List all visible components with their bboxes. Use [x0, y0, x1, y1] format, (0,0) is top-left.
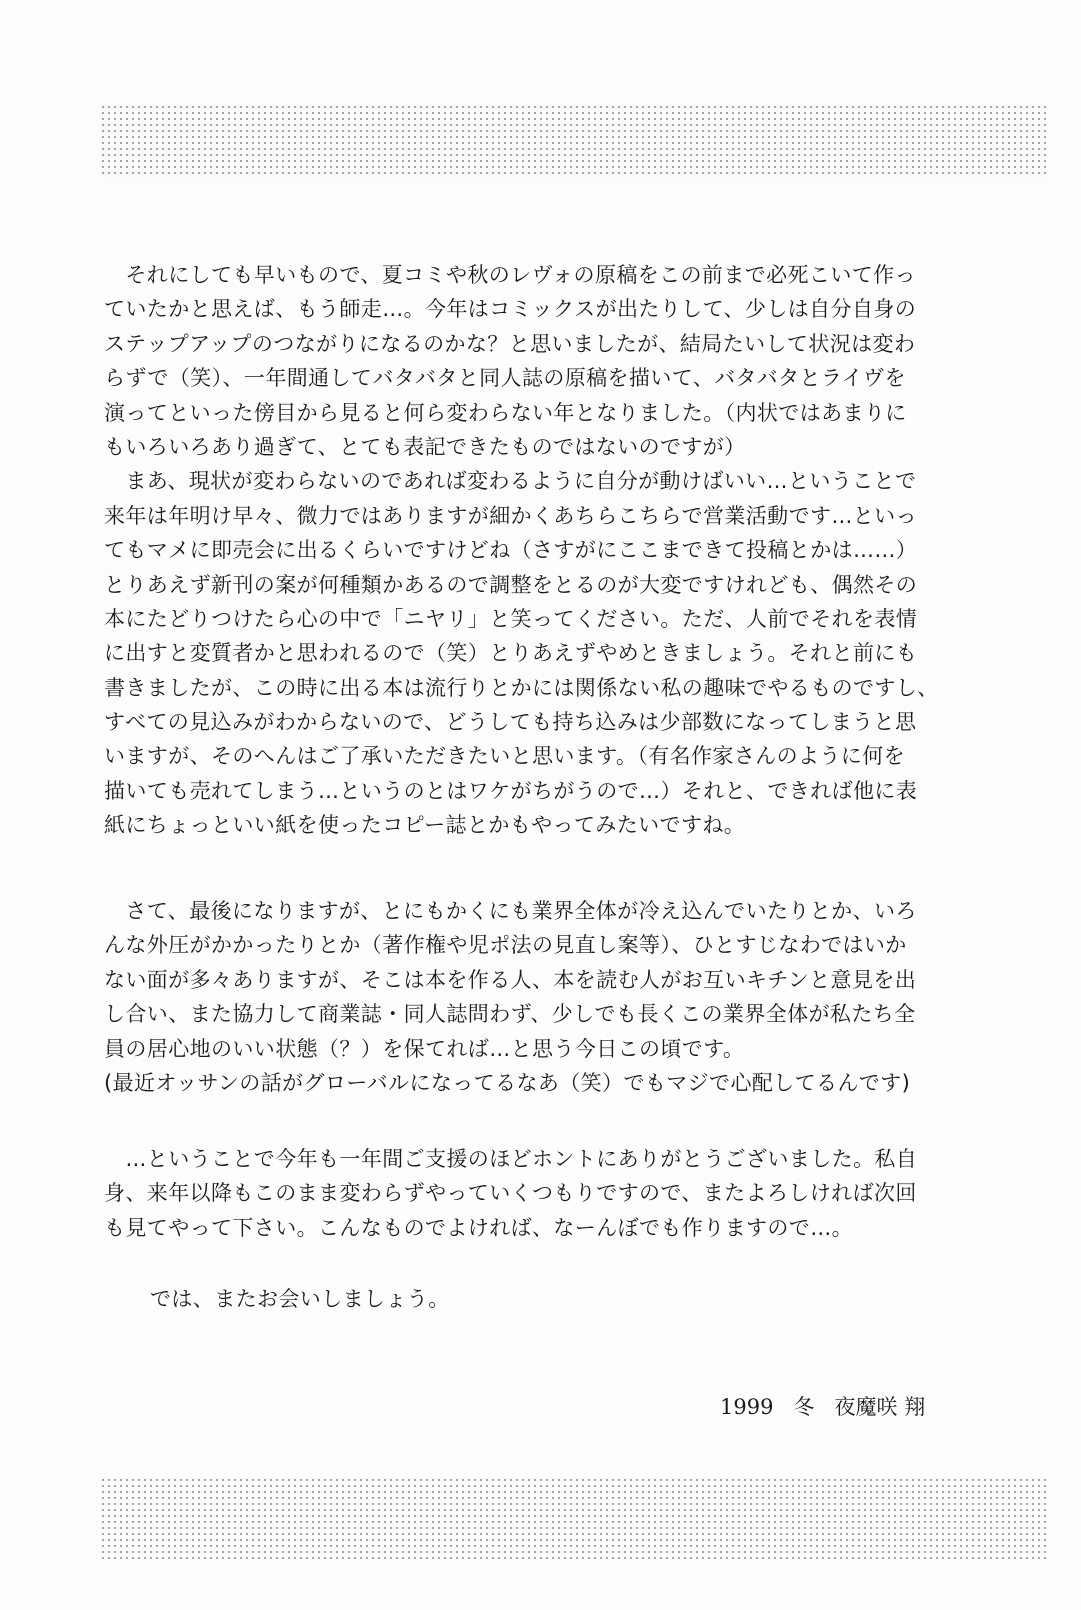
dotted-footer-band: [100, 1477, 1050, 1559]
paragraph-industry: [104, 894, 1004, 1100]
text-line: さて、最後になりますが、とにもかくにも業界全体が冷え込んでいたりとか、いろ: [104, 899, 917, 923]
text-line: 紙にちょっといい紙を使ったコピー誌とかもやってみたいですね。: [104, 813, 746, 838]
text-line: …ということで今年も一年間ご支援のほどホントにありがとうございました。私自: [104, 1147, 918, 1171]
signature-author: 夜魔咲 翔: [834, 1395, 926, 1419]
paragraph-thanks: [104, 1142, 1004, 1245]
text-line: 描いても売れてしまう…というのとはワケがちがうので…）それと、できれば他に表: [104, 778, 918, 803]
text-line: に出すと変質者かと思われるので（笑）とりあえずやめときましょう。それと前にも: [104, 641, 918, 666]
text-line: 本にたどりつけたら心の中で「ニヤリ」と笑ってください。ただ、人前でそれを表情: [104, 606, 918, 631]
text-line: ステップアップのつながりになるのかな？と思いましたが、結局たいして状況は変わ: [104, 331, 916, 356]
paragraph-intro: [104, 258, 1004, 843]
text-line: 来年は年明け早々、微力ではありますが細かくあちらこちらで営業活動です…といっ: [104, 503, 917, 528]
text-line: んな外圧がかかったりとか（著作権や児ポ法の見直し案等）、ひとすじなわではいか: [104, 933, 907, 958]
text-line: とりあえず新刊の案が何種類かあるので調整をとるのが大変ですけれども、偶然その: [104, 572, 918, 597]
text-line: らずで（笑）、一年間通してバタバタと同人誌の原稿を描いて、バタバタとライヴを: [104, 366, 906, 391]
text-line: ていたかと思えば、もう師走…。今年はコミックスが出たりして、少しは自分自身の: [104, 297, 917, 322]
text-line: てもマメに即売会に出るくらいですけどね（さすがにここまできて投稿とかは……）: [104, 538, 918, 563]
text-line: 書きましたが、この時に出る本は流行りとかには関係ない私の趣味でやるものですし、: [104, 675, 939, 700]
text-line: まあ、現状が変わらないのであれば変わるように自分が動けばいい…ということで: [104, 469, 917, 494]
dotted-header-band: [100, 104, 1050, 178]
signature-year: 1999: [720, 1395, 774, 1419]
text-line: し合い、また協力して商業誌・同人誌問わず、少しでも長くこの業界全体が私たち全: [104, 1002, 916, 1027]
text-line: すべての見込みがわからないので、どうしても持ち込みは少部数になってしまうと思: [104, 710, 917, 735]
text-line: 演ってといった傍目から見ると何ら変わらない年となりました。（内状ではあまりに: [104, 400, 907, 425]
text-line: いますが、そのへんはご了承いただきたいと思います。（有名作家さんのように何を: [104, 744, 906, 769]
closing-line: では、またお会いしましょう。: [150, 1287, 450, 1311]
text-line: 員の居心地のいい状態（？）を保てれば…と思う今日この頃です。: [104, 1036, 745, 1061]
text-line: 身、来年以降もこのまま変わらずやっていくつもりですので、またよろしければ次回: [104, 1181, 917, 1206]
text-line: もいろいろあり過ぎて、とても表記できたものではないのですが）: [104, 434, 746, 459]
text-line: ない面が多々ありますが、そこは本を作る人、本を読む人がお互いキチンと意見を出: [104, 967, 917, 992]
signature-season: 冬: [793, 1395, 815, 1419]
text-line: (最近オッサンの話がグローバルになってるなあ（笑）でもマジで心配してるんです): [104, 1070, 911, 1095]
signature: [720, 1391, 925, 1421]
text-line: も見てやって下さい。こんなものでよければ、なーんぼでも作りますので…。: [104, 1215, 853, 1240]
text-line: それにしても早いもので、夏コミや秋のレヴォの原稿をこの前まで必死こいて作っ: [104, 263, 916, 287]
